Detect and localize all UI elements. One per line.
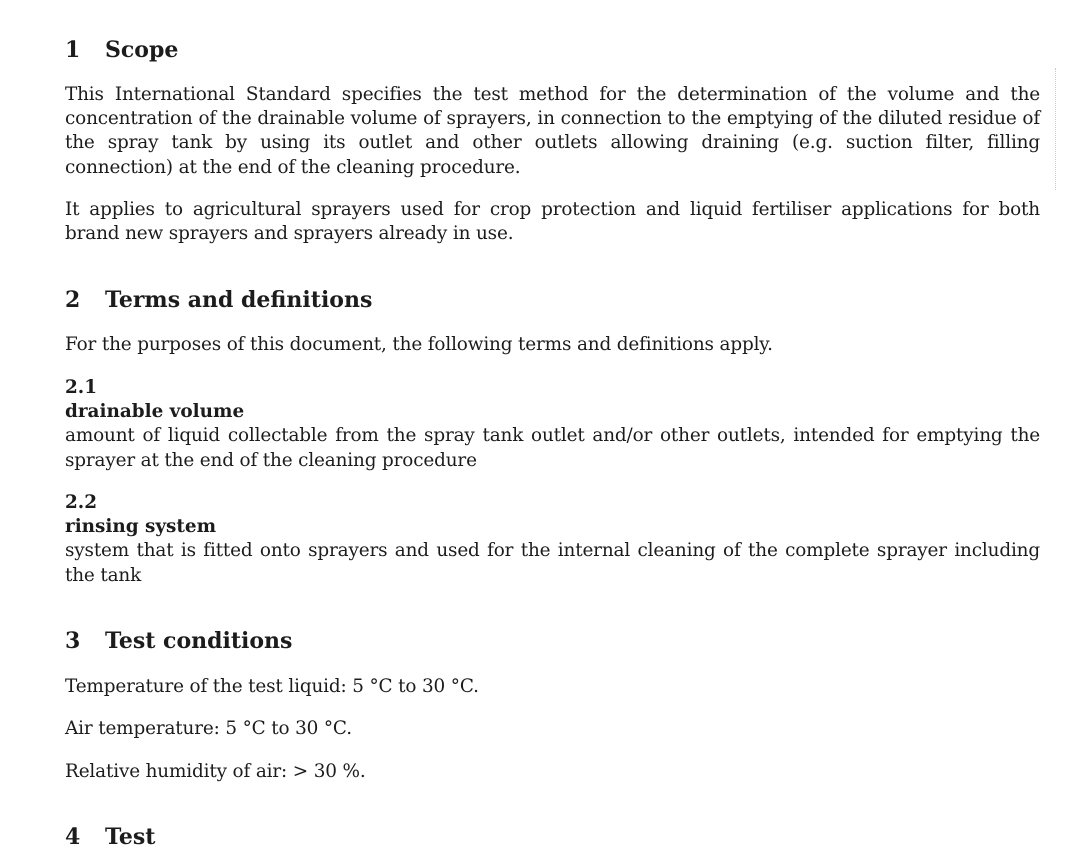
term-name: drainable volume [65, 401, 245, 423]
term-definition: amount of liquid collectable from the spray tank outlet and/or other outlets, intended for emptying the sprayer at the end of the cleaning procedure [65, 425, 1040, 471]
section-number: 1 [65, 37, 81, 63]
section-title: Test conditions [105, 628, 293, 654]
scope-paragraph-1: This International Standard specifies the test method for the determination of the volume and the concentration of the drainable volume of sprayers, in connection to the emptying of the diluted residue of the spray tank by using its outlet and other outlets allowing draining (e.g. suction filter, filling connection) at the end of the cleaning procedure. [65, 84, 1040, 178]
section-number: 2 [65, 287, 81, 313]
term-entry [65, 491, 1040, 588]
term-entry [65, 376, 1040, 473]
condition-line: Air temperature: 5 °C to 30 °C. [65, 718, 352, 739]
term-number: 2.2 [65, 492, 97, 513]
section-title: Test [105, 824, 156, 850]
section-number: 4 [65, 824, 81, 850]
term-number: 2.1 [65, 377, 97, 398]
section-title: Scope [105, 37, 179, 63]
scope-paragraph-2: It applies to agricultural sprayers used for crop protection and liquid fertiliser applications for both brand new sprayers and sprayers already in use. [65, 199, 1040, 245]
terms-intro: For the purposes of this document, the following terms and definitions apply. [65, 334, 773, 355]
section-number: 3 [65, 628, 81, 654]
margin-mark [1055, 68, 1060, 190]
condition-line: Relative humidity of air: > 30 %. [65, 761, 366, 782]
condition-line: Temperature of the test liquid: 5 °C to 30 °C. [65, 676, 479, 697]
section-heading-scope [65, 35, 178, 65]
section-heading-terms [65, 285, 372, 315]
term-definition: system that is fitted onto sprayers and used for the internal cleaning of the complete sprayer including the tank [65, 540, 1040, 586]
section-title: Terms and definitions [105, 287, 373, 313]
term-name: rinsing system [65, 516, 217, 538]
section-heading-test-conditions [65, 626, 292, 656]
